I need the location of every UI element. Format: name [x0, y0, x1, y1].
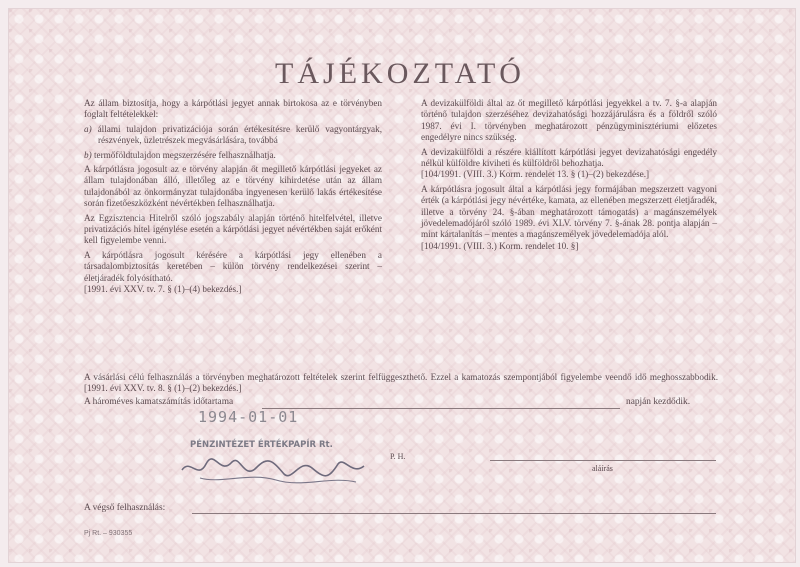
right-paragraph-export: A devizakülföldi a részére kiállított kárpótlási jegyet devizahatósági engedély nélkül külföldre kiviheti és külföldről behozhatja.	[421, 146, 717, 169]
left-paragraph-annuity-ref: [1991. évi XXV. tv. 7. § (1)–(4) bekezdés.]	[84, 284, 242, 295]
left-paragraph-credit: Az Egzisztencia Hitelről szóló jogszabály alapján történő hitelfelvétel, illetve privatizációs hitel igénylése esetén a kárpótlási jegyet névértékben saját erőként kell figyelembe venni.	[84, 212, 382, 246]
handwritten-signature	[180, 450, 380, 490]
right-column	[421, 98, 717, 255]
signature-label: aláírás	[592, 464, 613, 473]
suspension-paragraph: A vásárlási célú felhasználás a törvényben meghatározott feltételek szerint felfüggeszthető. Ezzel a kamatozás szempontjából figyelembe veendő idő meghosszabbodik. [1991. évi XXV. tv. 8. § (1)–(2) bekezdés.]	[84, 372, 718, 394]
list-item-b	[84, 150, 382, 161]
left-intro: Az állam biztosítja, hogy a kárpótlási jegyet annak birtokosa az e törvényben foglalt feltételekkel:	[84, 98, 382, 120]
interest-period-field[interactable]	[262, 408, 620, 409]
list-marker-b: b)	[84, 149, 92, 160]
right-paragraph-tax-ref: [104/1991. (VIII. 3.) Korm. rendelet 10. §]	[421, 240, 579, 251]
interest-period-suffix: napján kezdődik.	[626, 397, 691, 407]
list-item-a	[84, 124, 382, 147]
date-stamp: 1994-01-01	[198, 408, 299, 426]
interest-period-label: A hároméves kamatszámítás időtartama	[84, 397, 234, 407]
list-item-a-text: állami tulajdon privatizációja során értékesítésre kerülő vagyontárgyak, részvények, üzletrészek megvásárlására, továbbá	[97, 123, 383, 146]
final-use-field[interactable]	[192, 513, 716, 514]
ph-label: P. H.	[390, 452, 406, 461]
company-stamp: PÉNZINTÉZET ÉRTÉKPAPÍR Rt.	[190, 440, 333, 450]
right-paragraph-export-ref: [104/1991. (VIII. 3.) Korm. rendelet 13. § (1)–(2) bekezdése.]	[421, 169, 650, 180]
signature-line[interactable]	[490, 460, 716, 461]
list-marker-a: a)	[84, 123, 92, 134]
right-paragraph-foreign: A devizakülföldi által az őt megillető kárpótlási jegyekkel a tv. 7. §-a alapján történő tulajdon szerzéséhez devizahatósági hozzájárulásra és a földről szóló 1987. évi I. törvényben meghatározott pénzügyminisztériumi előzetes engedélyre nincs szükség.	[421, 98, 717, 143]
printer-imprint: Pj Rt. – 930355	[84, 530, 133, 537]
left-paragraph-annuity: A kárpótlásra jogosult kérésére a kárpótlási jegy ellenében a társadalombiztosítás keretében – külön törvény rendelkezései szerint – életjáradék folyósítható.	[84, 249, 382, 283]
final-use-label: A végső felhasználás:	[84, 503, 166, 513]
right-paragraph-tax: A kárpótlásra jogosult által a kárpótlási jegy formájában megszerzett vagyoni érték (a kárpótlási jegy névértéke, kamata, az ellenében megszerzett életjáradék, illetve a törvény 24. §-ában meghatározott támogatás) a magánszemélyek jövedelemadójáról szóló 1989. évi XLV. törvény 7. §-ának 28. pontja alapján – mint kártalanítás – mentes a magánszemélyek jövedelemadója alól.	[421, 183, 717, 240]
left-column	[84, 98, 382, 299]
list-item-b-text: termőföldtulajdon megszerzésére felhasználhatja.	[93, 149, 276, 160]
left-paragraph-housing: A kárpótlásra jogosult az e törvény alapján őt megillető kárpótlási jegyeket az állam tulajdonában álló, illetőleg az e törvény kihirdetése után az állam tulajdonából az önkormányzat tulajdonába ingyenesen kerülő lakás értékesítése során fizetőeszközként névértékben felhasználhatja.	[84, 164, 382, 209]
page-title: TÁJÉKOZTATÓ	[275, 57, 525, 90]
